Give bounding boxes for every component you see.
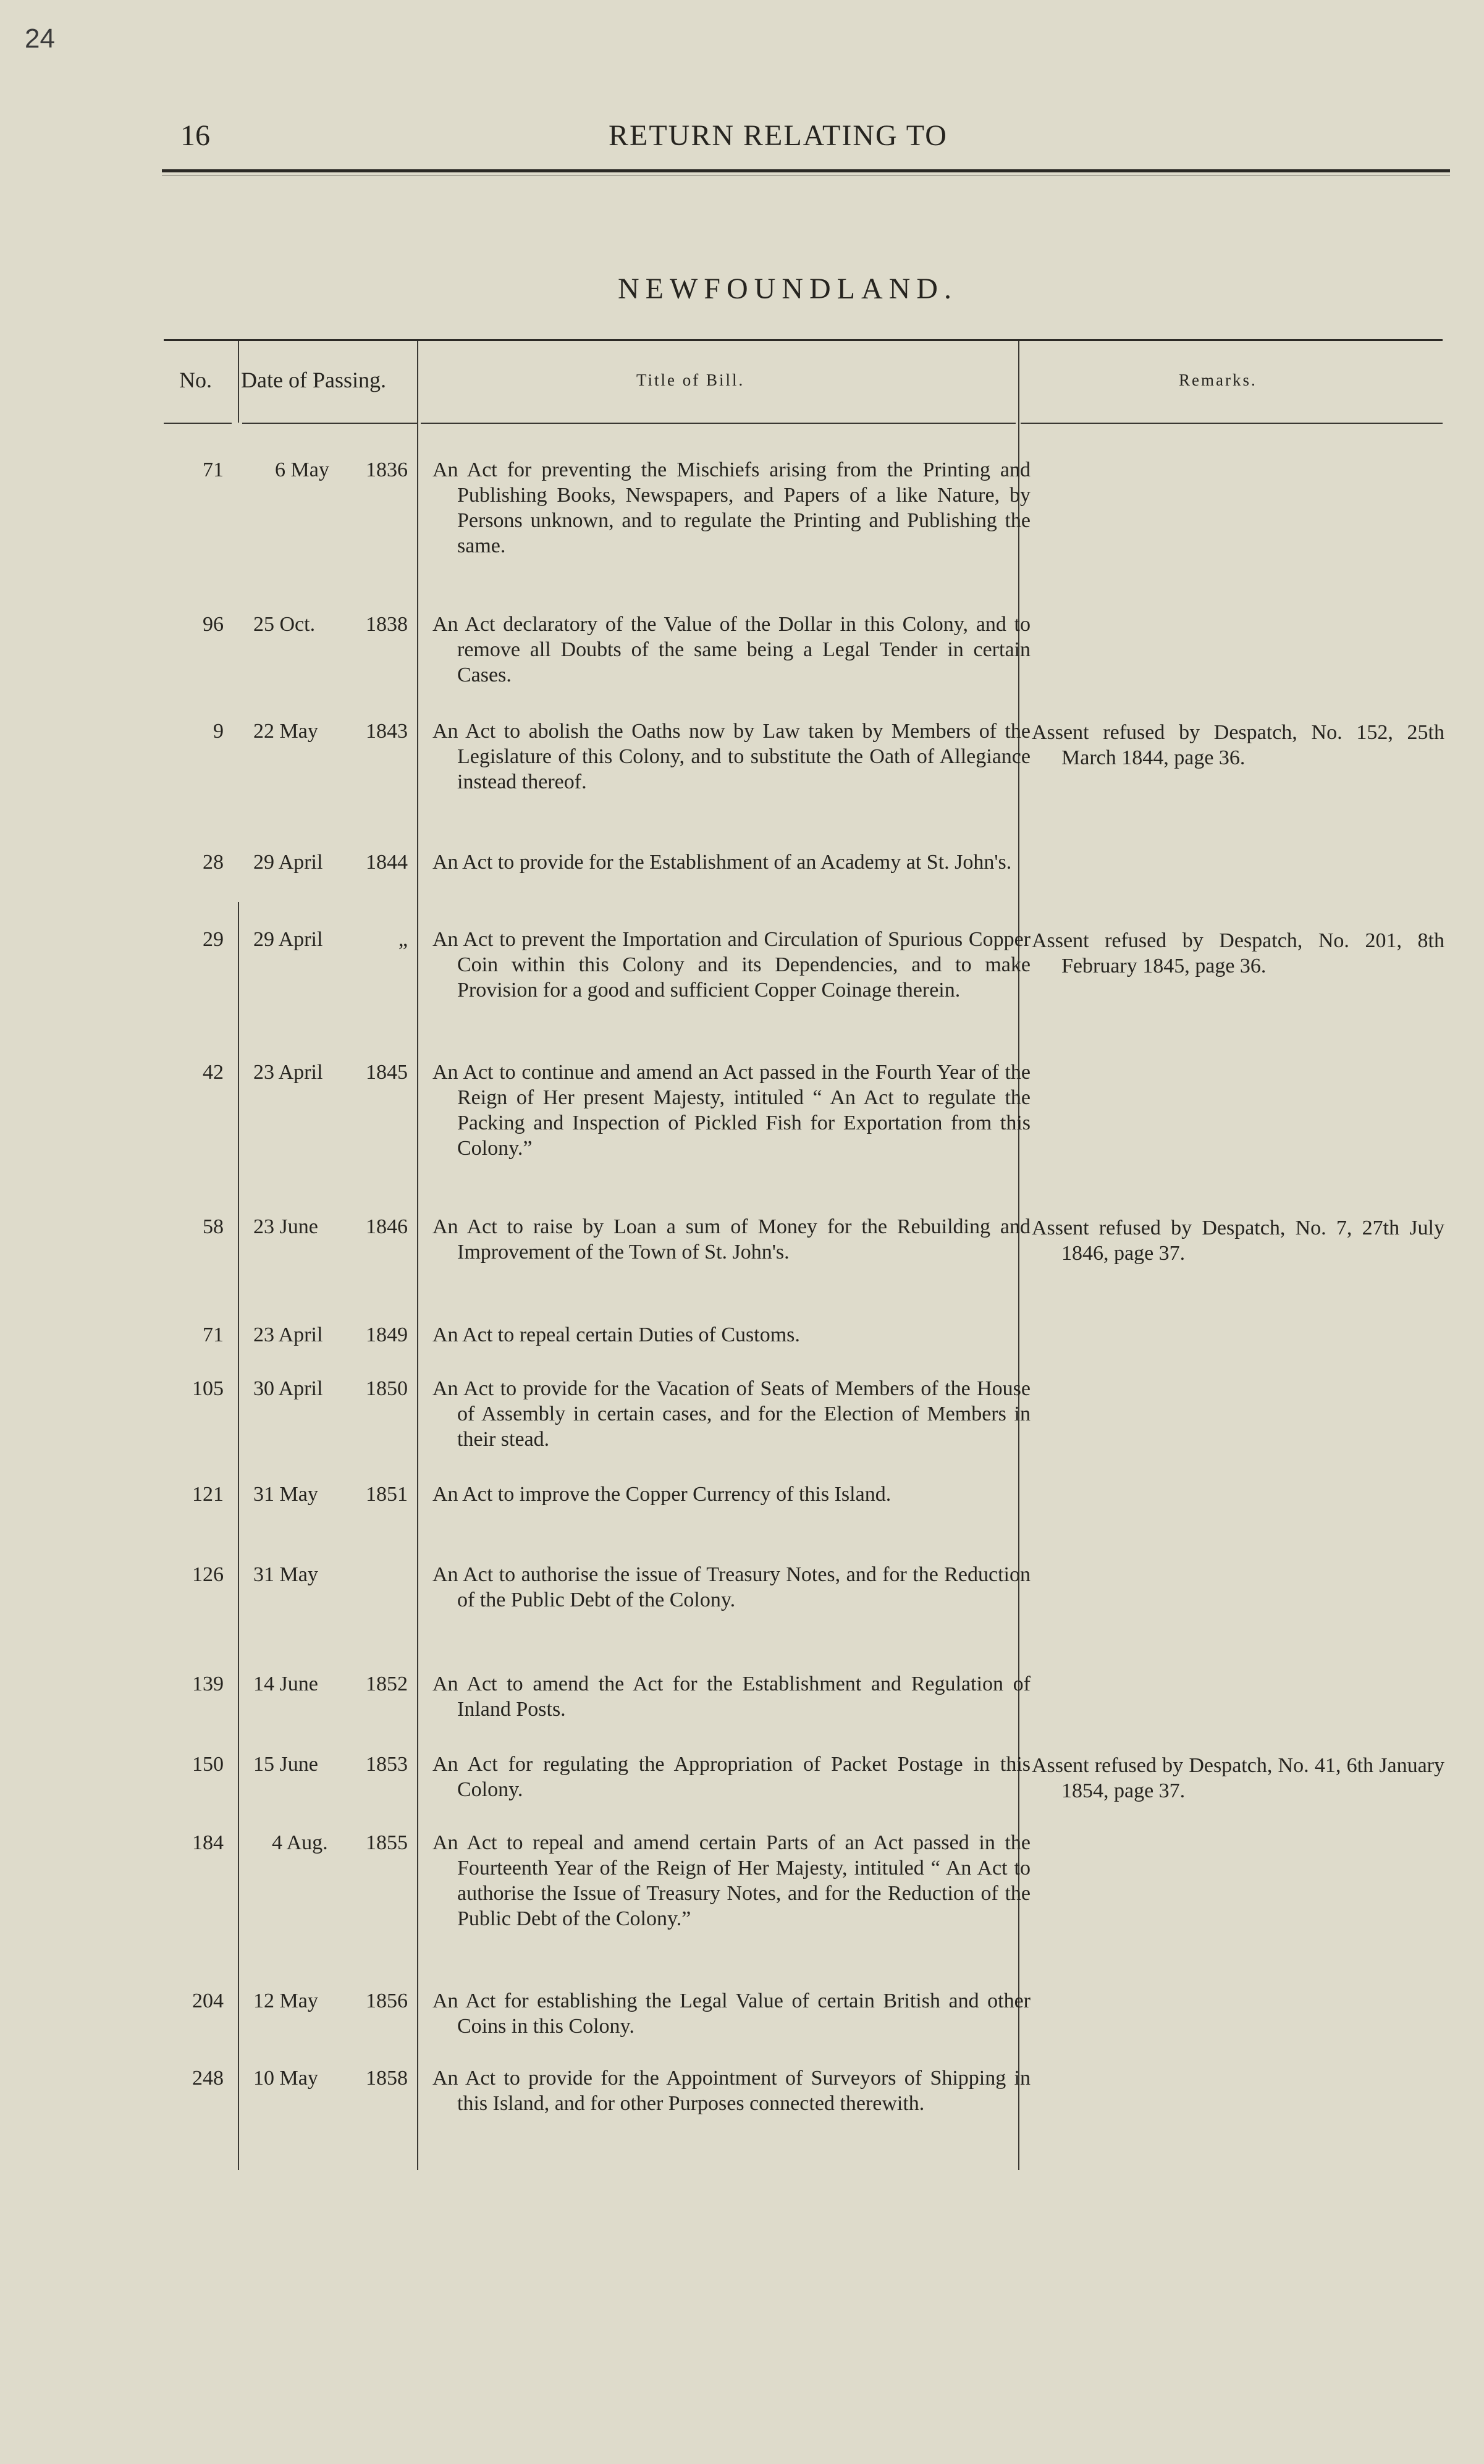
row-remarks: Assent refused by Despatch, No. 201, 8th February 1845, page 36. — [1032, 929, 1444, 977]
row-title: An Act to provide for the Vacation of Seats of Members of the House of Assembly in certain cases, and for the Election of Members in their stead. — [432, 1377, 1031, 1451]
row-title: An Act to repeal certain Duties of Customs. — [432, 1323, 800, 1346]
row-day: 4 — [272, 1831, 282, 1854]
header-rule-no — [164, 423, 232, 424]
column-header-date: Date of Passing. — [241, 368, 386, 392]
row-number: 71 — [203, 1323, 224, 1346]
row-date — [253, 612, 315, 637]
row-date — [253, 2065, 318, 2091]
row-title: An Act to prevent the Importation and Circulation of Spurious Copper Coin within this Colony and its Dependencies, and to make Provision for a good and sufficient Copper Coinage therein. — [432, 928, 1031, 1002]
table-top-rule — [164, 339, 1443, 341]
row-title: An Act for establishing the Legal Value of certain British and other Coins in this Colony. — [432, 1989, 1031, 2038]
header-rule-remarks — [1021, 423, 1443, 424]
row-date — [253, 850, 323, 875]
row-title: An Act to repeal and amend certain Parts of an Act passed in the Fourteenth Year of the Reign of Her Majesty, intituled “ An Act to authorise the Issue of Treasury Notes, and for the Reduction of the Public Debt of the Colony.” — [432, 1831, 1031, 1930]
row-remarks: Assent refused by Despatch, No. 41, 6th January 1854, page 37. — [1032, 1754, 1444, 1802]
row-date — [253, 1562, 318, 1587]
row-year: 1856 — [366, 1989, 408, 2012]
row-date — [253, 1752, 318, 1777]
row-title: An Act declaratory of the Value of the Dollar in this Colony, and to remove all Doubts of the same being a Legal Tender in certain Cases. — [432, 613, 1031, 686]
row-day: 23 — [253, 1061, 274, 1084]
row-number: 58 — [203, 1215, 224, 1238]
row-year: 1852 — [366, 1673, 408, 1695]
row-day: 12 — [253, 1989, 274, 2012]
row-number: 105 — [192, 1377, 224, 1400]
row-remarks: Assent refused by Despatch, No. 152, 25th March 1844, page 36. — [1032, 721, 1444, 769]
row-year: 1845 — [366, 1061, 408, 1084]
row-year: 1843 — [366, 720, 408, 743]
row-year: 1836 — [366, 458, 408, 481]
row-year: 1846 — [366, 1215, 408, 1238]
row-month: May — [279, 1989, 318, 2012]
row-date — [272, 1830, 328, 1855]
row-title: An Act to provide for the Establishment of an Academy at St. John's. — [432, 851, 1012, 874]
row-number: 126 — [192, 1563, 224, 1586]
header-rule — [162, 169, 1450, 172]
row-title: An Act to provide for the Appointment of Surveyors of Shipping in this Island, and for other Purposes connected therewith. — [432, 2067, 1031, 2115]
row-year: 1853 — [366, 1753, 408, 1776]
row-year: 1849 — [366, 1323, 408, 1346]
row-month: May — [279, 1483, 318, 1506]
column-divider-no — [238, 902, 239, 2170]
row-month: April — [278, 851, 323, 874]
row-day: 23 — [253, 1323, 274, 1346]
row-date — [253, 1482, 318, 1507]
column-header-no: No. — [179, 368, 212, 392]
row-number: 96 — [203, 613, 224, 636]
row-month: May — [279, 1563, 318, 1586]
row-title: An Act to amend the Act for the Establishment and Regulation of Inland Posts. — [432, 1673, 1031, 1721]
row-number: 248 — [192, 2067, 224, 2090]
row-month: May — [290, 458, 329, 481]
row-date — [275, 457, 329, 483]
column-divider-date — [417, 341, 418, 2170]
row-title: An Act for regulating the Appropriation of Packet Postage in this Colony. — [432, 1753, 1031, 1801]
row-year: 1844 — [366, 851, 408, 874]
row-year: „ — [398, 928, 408, 951]
row-remarks: Assent refused by Despatch, No. 7, 27th July 1846, page 37. — [1032, 1217, 1444, 1265]
row-title: An Act to abolish the Oaths now by Law taken by Members of the Legislature of this Colony, and to substitute the Oath of Allegiance instead thereof. — [432, 720, 1031, 793]
column-divider-no-header — [238, 341, 239, 423]
row-number: 71 — [203, 458, 224, 481]
row-number: 9 — [213, 720, 224, 743]
row-month: Oct. — [279, 613, 316, 636]
row-year: 1838 — [366, 613, 408, 636]
row-day: 23 — [253, 1215, 274, 1238]
row-day: 29 — [253, 851, 274, 874]
row-number: 184 — [192, 1831, 224, 1854]
row-date — [253, 1060, 323, 1085]
row-title: An Act to improve the Copper Currency of this Island. — [432, 1483, 892, 1506]
row-year: 1858 — [366, 2067, 408, 2090]
header-rule-title — [421, 423, 1016, 424]
row-number: 139 — [192, 1673, 224, 1695]
row-day: 6 — [275, 458, 285, 481]
row-month: June — [279, 1753, 318, 1776]
row-date — [253, 719, 318, 744]
row-year: 1855 — [366, 1831, 408, 1854]
row-day: 31 — [253, 1483, 274, 1506]
row-month: June — [279, 1215, 318, 1238]
row-day: 22 — [253, 720, 274, 743]
row-date — [253, 927, 323, 952]
row-title: An Act to raise by Loan a sum of Money for the Rebuilding and Improvement of the Town of St. John's. — [432, 1215, 1031, 1264]
row-number: 29 — [203, 928, 224, 951]
row-date — [253, 1988, 318, 2014]
row-month: Aug. — [286, 1831, 328, 1854]
row-month: April — [278, 1377, 323, 1400]
row-month: May — [279, 720, 318, 743]
row-title: An Act to authorise the issue of Treasury Notes, and for the Reduction of the Public Debt of the Colony. — [432, 1563, 1031, 1611]
row-day: 30 — [253, 1377, 274, 1400]
column-header-title: Title of Bill. — [636, 371, 745, 389]
row-title: An Act for preventing the Mischiefs arising from the Printing and Publishing Books, Newspapers, and Papers of a like Nature, by Persons unknown, and to regulate the Printing and Publishing the same. — [432, 458, 1031, 557]
row-day: 14 — [253, 1673, 274, 1695]
row-month: April — [278, 1061, 323, 1084]
row-day: 25 — [253, 613, 274, 636]
row-day: 29 — [253, 928, 274, 951]
row-month: April — [278, 928, 323, 951]
row-date — [253, 1322, 323, 1348]
row-number: 121 — [192, 1483, 224, 1506]
running-title: RETURN RELATING TO — [609, 119, 948, 152]
row-number: 42 — [203, 1061, 224, 1084]
column-header-remarks: Remarks. — [1179, 371, 1257, 389]
header-rule-date — [242, 423, 417, 424]
row-title: An Act to continue and amend an Act passed in the Fourth Year of the Reign of Her present Majesty, intituled “ An Act to regulate the Packing and Inspection of Pickled Fish for Exportation from this Colony.” — [432, 1061, 1031, 1160]
row-number: 150 — [192, 1753, 224, 1776]
row-number: 204 — [192, 1989, 224, 2012]
row-date — [253, 1376, 323, 1401]
row-year: 1850 — [366, 1377, 408, 1400]
row-month: April — [278, 1323, 323, 1346]
row-day: 10 — [253, 2067, 274, 2090]
row-day: 15 — [253, 1753, 274, 1776]
row-month: June — [279, 1673, 318, 1695]
row-date — [253, 1671, 318, 1697]
row-date — [253, 1214, 318, 1239]
row-month: May — [279, 2067, 318, 2090]
page-number: 16 — [180, 119, 210, 152]
header-spacer — [238, 423, 239, 424]
row-day: 31 — [253, 1563, 274, 1586]
section-title: NEWFOUNDLAND. — [618, 272, 958, 305]
row-year: 1851 — [366, 1483, 408, 1506]
page-marker: 24 — [25, 23, 55, 54]
row-number: 28 — [203, 851, 224, 874]
